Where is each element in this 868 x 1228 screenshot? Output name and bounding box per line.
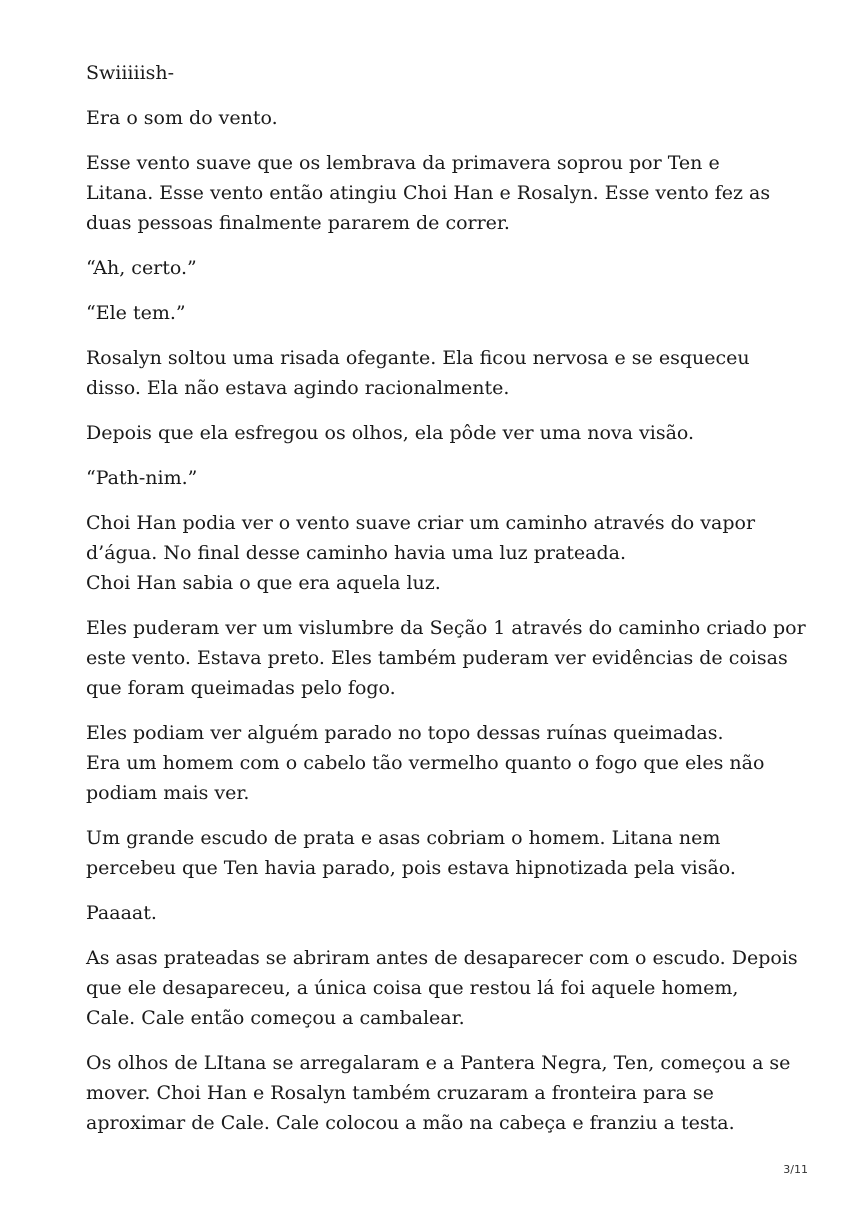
paragraph: Um grande escudo de prata e asas cobriam o homem. Litana nem percebeu que Ten havia parado, pois estava hipnotizada pela visão. [86, 827, 736, 879]
paragraph: Os olhos de LItana se arregalaram e a Pantera Negra, Ten, começou a se mover. Choi Han e Rosalyn também cruzaram a fronteira para se aproximar de Cale. Cale colocou a mão na cabeça e franziu a testa. [86, 1052, 791, 1134]
paragraph: Era o som do vento. [86, 107, 278, 129]
paragraph: “Ele tem.” [86, 302, 186, 324]
paragraph: As asas prateadas se abriram antes de desaparecer com o escudo. Depois que ele desapareceu, a única coisa que restou lá foi aquele homem, Cale. Cale então começou a cambalear. [86, 947, 798, 1029]
paragraph: Eles podiam ver alguém parado no topo dessas ruínas queimadas. Era um homem com o cabelo tão vermelho quanto o fogo que eles não podiam mais ver. [86, 722, 765, 804]
page-number: 3/11 [783, 1163, 808, 1176]
paragraph: Esse vento suave que os lembrava da primavera soprou por Ten e Litana. Esse vento então atingiu Choi Han e Rosalyn. Esse vento fez as duas pessoas finalmente pararem de correr. [86, 152, 771, 234]
paragraph: Choi Han podia ver o vento suave criar um caminho através do vapor d’água. No final desse caminho havia uma luz prateada. Choi Han sabia o que era aquela luz. [86, 512, 756, 594]
paragraph: Swiiiiish- [86, 62, 175, 84]
paragraph: Eles puderam ver um vislumbre da Seção 1 através do caminho criado por este vento. Estava preto. Eles também puderam ver evidências de coisas que foram queimadas pelo fogo. [86, 617, 806, 699]
paragraph: Paaaat. [86, 902, 157, 924]
paragraph: Rosalyn soltou uma risada ofegante. Ela ficou nervosa e se esqueceu disso. Ela não estava agindo racionalmente. [86, 347, 750, 399]
document-page [86, 58, 806, 1153]
paragraph: Depois que ela esfregou os olhos, ela pôde ver uma nova visão. [86, 422, 695, 444]
paragraph: “Ah, certo.” [86, 257, 197, 279]
paragraph: “Path-nim.” [86, 467, 198, 489]
